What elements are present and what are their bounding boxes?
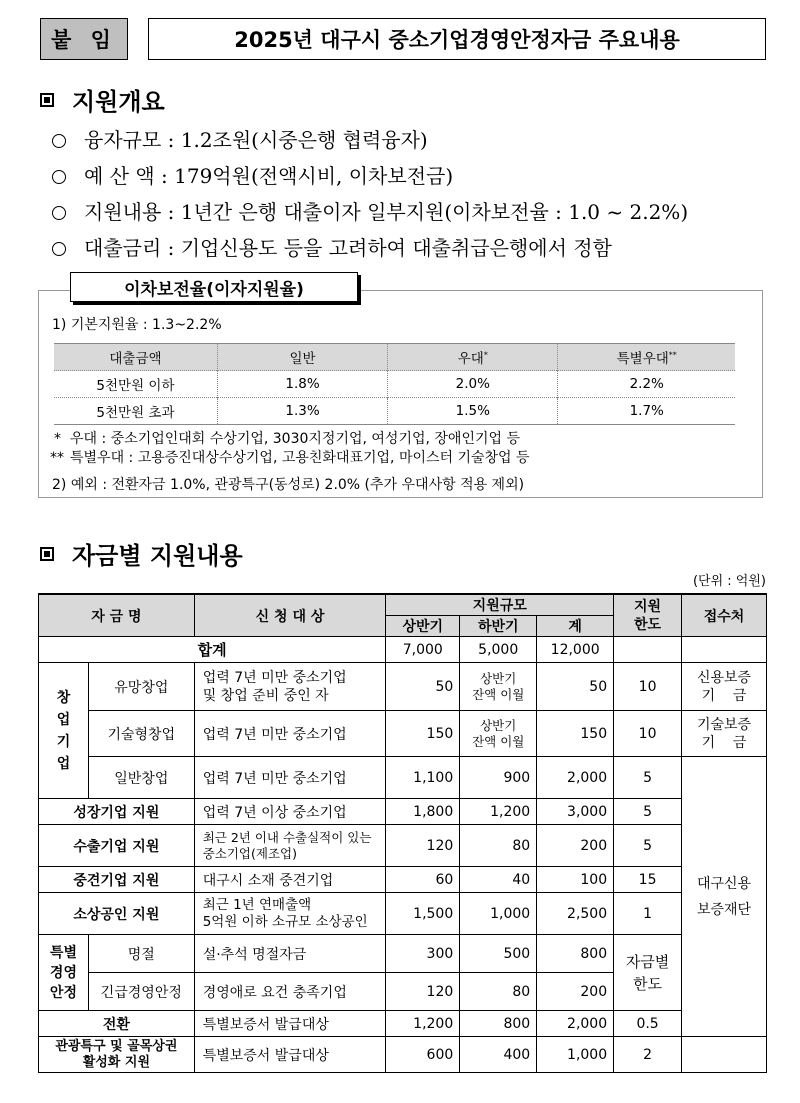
section-title: 지원개요 <box>72 88 165 116</box>
col-header: 지원규모 <box>386 594 614 616</box>
table-cell: 15 <box>614 867 682 893</box>
table-cell: 120 <box>386 973 460 1011</box>
square-bullet-icon <box>40 93 54 107</box>
exception-line: 2) 예외 : 전환자금 1.0%, 관광특구(동성로) 2.0% (추가 우대사항 적용 제외) <box>52 477 525 493</box>
document-title: 2025년 대구시 중소기업경영안정자금 주요내용 <box>148 18 766 60</box>
table-row <box>39 663 767 711</box>
table-cell: 50 <box>537 663 614 711</box>
table-cell: 1,000 <box>460 893 537 935</box>
table-cell: 신용보증 기 금 <box>682 663 767 711</box>
circle-bullet-icon <box>52 206 66 220</box>
table-cell: 1,000 <box>537 1037 614 1073</box>
rate-header-row <box>54 344 735 371</box>
table-cell <box>614 637 682 663</box>
table-cell: 600 <box>386 1037 460 1073</box>
overview-bullet <box>52 124 428 153</box>
section-overview-heading <box>40 82 165 117</box>
table-cell: 유망창업 <box>88 663 194 711</box>
table-row <box>39 1037 767 1073</box>
table-cell: 1 <box>614 893 682 935</box>
overview-bullet <box>52 160 453 189</box>
table-cell: 800 <box>460 1011 537 1037</box>
note-preferential: * 우대 : 중소기업인대회 수상기업, 3030지정기업, 여성기업, 장애인기업 등 <box>54 431 520 447</box>
group-label: 특별 경영 안정 <box>39 935 89 1011</box>
table-cell: 명절 <box>88 935 194 973</box>
table-cell: 대구시 소재 중견기업 <box>194 867 386 893</box>
table-cell: 0.5 <box>614 1011 682 1037</box>
table-cell: 1.3% <box>217 398 387 425</box>
bullet-text: 지원내용 : 1년간 은행 대출이자 일부지원(이차보전율 : 1.0 ~ 2.2%) <box>84 200 689 224</box>
bullet-text: 예 산 액 : 179억원(전액시비, 이차보전금) <box>84 164 454 188</box>
table-cell: 7,000 <box>386 637 460 663</box>
rate-table <box>54 343 735 425</box>
table-cell: 특별보증서 발급대상 <box>194 1037 386 1073</box>
table-row <box>39 935 767 973</box>
table-cell: 120 <box>386 825 460 867</box>
table-cell: 대구신용 보증재단 <box>682 757 767 1037</box>
col-header: 신 청 대 상 <box>194 594 386 637</box>
section-title: 자금별 지원내용 <box>72 542 243 570</box>
table-cell: 40 <box>460 867 537 893</box>
basic-rate-line: 1) 기본지원율 : 1.3~2.2% <box>52 317 222 333</box>
col-header: 특별우대** <box>558 344 735 371</box>
table-cell: 50 <box>386 663 460 711</box>
circle-bullet-icon <box>52 170 66 184</box>
table-cell: 900 <box>460 757 537 799</box>
attachment-tag: 붙 임 <box>40 18 128 60</box>
table-cell: 중견기업 지원 <box>39 867 195 893</box>
table-cell: 5천만원 초과 <box>54 398 217 425</box>
table-cell: 상반기 잔액 이월 <box>460 711 537 757</box>
bullet-text: 대출금리 : 기업신용도 등을 고려하여 대출취급은행에서 정함 <box>84 236 612 260</box>
table-row <box>39 711 767 757</box>
sum-row <box>39 637 767 663</box>
table-header-row <box>39 594 767 616</box>
table-cell: 전환 <box>39 1011 195 1037</box>
table-cell <box>682 1037 767 1073</box>
table-row <box>39 825 767 867</box>
overview-bullet <box>52 232 612 261</box>
table-cell: 특별보증서 발급대상 <box>194 1011 386 1037</box>
col-header: 하반기 <box>460 616 537 637</box>
table-cell: 기술형창업 <box>88 711 194 757</box>
square-bullet-icon <box>40 547 54 561</box>
table-cell: 2.0% <box>388 371 558 398</box>
table-cell: 합계 <box>39 637 386 663</box>
table-cell: 5 <box>614 757 682 799</box>
table-cell: 300 <box>386 935 460 973</box>
bullet-text: 융자규모 : 1.2조원(시중은행 협력융자) <box>84 128 428 152</box>
col-header: 자 금 명 <box>39 594 195 637</box>
table-cell: 업력 7년 미만 중소기업 <box>194 711 386 757</box>
note-special: ** 특별우대 : 고용증진대상수상기업, 고용친화대표기업, 마이스터 기술창업 등 <box>50 450 530 466</box>
col-header: 일반 <box>217 344 387 371</box>
table-cell: 성장기업 지원 <box>39 799 195 825</box>
circle-bullet-icon <box>52 242 66 256</box>
table-cell: 최근 2년 이내 수출실적이 있는 중소기업(제조업) <box>194 825 386 867</box>
table-cell: 2,000 <box>537 1011 614 1037</box>
table-cell: 1.8% <box>217 371 387 398</box>
unit-note: (단위 : 억원) <box>692 574 766 589</box>
col-header: 우대* <box>388 344 558 371</box>
table-cell: 3,000 <box>537 799 614 825</box>
table-cell: 5,000 <box>460 637 537 663</box>
table-cell: 100 <box>537 867 614 893</box>
group-label: 창 업 기 업 <box>39 663 89 799</box>
table-cell: 2,500 <box>537 893 614 935</box>
table-cell: 800 <box>537 935 614 973</box>
table-cell: 1,200 <box>460 799 537 825</box>
table-row <box>39 893 767 935</box>
table-cell: 1,200 <box>386 1011 460 1037</box>
table-cell: 150 <box>386 711 460 757</box>
table-cell: 2.2% <box>558 371 735 398</box>
table-cell: 200 <box>537 973 614 1011</box>
table-cell: 400 <box>460 1037 537 1073</box>
table-cell: 1.7% <box>558 398 735 425</box>
table-row <box>54 398 735 425</box>
table-cell: 기술보증 기 금 <box>682 711 767 757</box>
table-cell <box>682 637 767 663</box>
table-cell: 업력 7년 미만 중소기업 <box>194 757 386 799</box>
table-row <box>39 867 767 893</box>
rate-box-label: 이차보전율(이자지원율) <box>70 272 358 302</box>
table-cell: 5천만원 이하 <box>54 371 217 398</box>
funds-table <box>38 593 767 1073</box>
table-cell: 업력 7년 이상 중소기업 <box>194 799 386 825</box>
table-cell: 1,100 <box>386 757 460 799</box>
table-cell: 2,000 <box>537 757 614 799</box>
table-cell: 긴급경영안정 <box>88 973 194 1011</box>
table-cell: 80 <box>460 973 537 1011</box>
table-row <box>39 1011 767 1037</box>
table-cell: 소상공인 지원 <box>39 893 195 935</box>
overview-bullet <box>52 196 688 225</box>
table-cell: 500 <box>460 935 537 973</box>
table-cell: 80 <box>460 825 537 867</box>
table-cell: 12,000 <box>537 637 614 663</box>
table-cell: 10 <box>614 663 682 711</box>
table-cell: 10 <box>614 711 682 757</box>
table-row <box>39 799 767 825</box>
section-funds-heading <box>40 536 243 571</box>
table-cell: 5 <box>614 799 682 825</box>
table-cell: 150 <box>537 711 614 757</box>
table-cell: 관광특구 및 골목상권 활성화 지원 <box>39 1037 195 1073</box>
table-cell: 최근 1년 연매출액 5억원 이하 소규모 소상공인 <box>194 893 386 935</box>
table-cell: 자금별 한도 <box>614 935 682 1011</box>
table-cell: 5 <box>614 825 682 867</box>
table-cell: 설·추석 명절자금 <box>194 935 386 973</box>
table-cell: 200 <box>537 825 614 867</box>
col-header: 상반기 <box>386 616 460 637</box>
col-header: 대출금액 <box>54 344 217 371</box>
table-cell: 수출기업 지원 <box>39 825 195 867</box>
col-header: 접수처 <box>682 594 767 637</box>
circle-bullet-icon <box>52 134 66 148</box>
col-header: 지원 한도 <box>614 594 682 637</box>
table-cell: 1.5% <box>388 398 558 425</box>
table-cell: 일반창업 <box>88 757 194 799</box>
table-cell: 업력 7년 미만 중소기업 및 창업 준비 중인 자 <box>194 663 386 711</box>
table-row <box>39 757 767 799</box>
table-cell: 2 <box>614 1037 682 1073</box>
table-row <box>54 371 735 398</box>
table-cell: 1,800 <box>386 799 460 825</box>
table-cell: 상반기 잔액 이월 <box>460 663 537 711</box>
col-header: 계 <box>537 616 614 637</box>
table-cell: 60 <box>386 867 460 893</box>
table-cell: 1,500 <box>386 893 460 935</box>
table-cell: 경영애로 요건 충족기업 <box>194 973 386 1011</box>
